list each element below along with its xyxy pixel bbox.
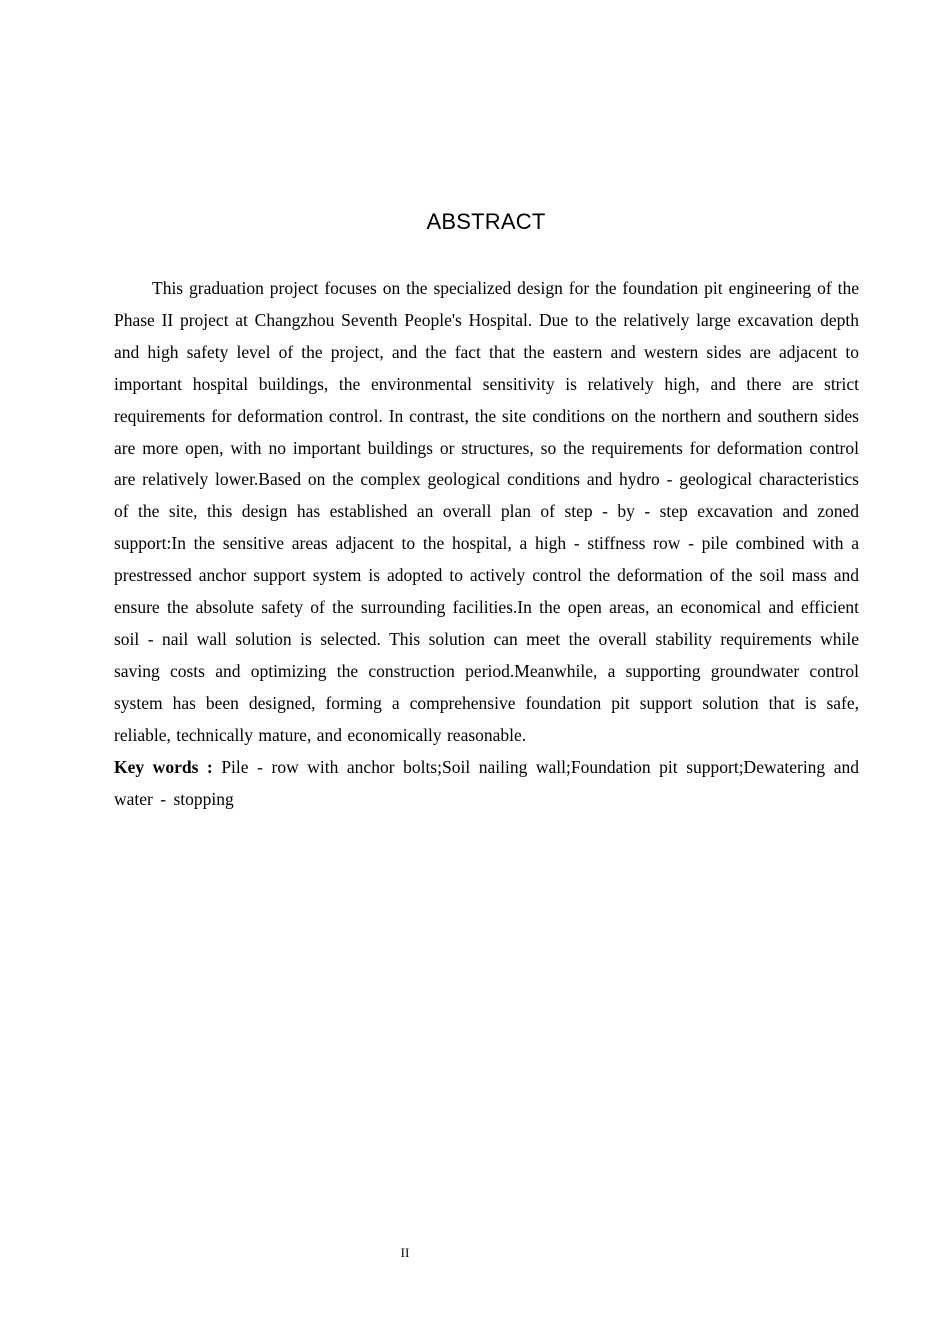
keywords-text: Pile - row with anchor bolts;Soil nailing wall;Foundation pit support;Dewatering and water - stopping: [114, 756, 860, 809]
page-number: II: [400, 1245, 410, 1260]
keywords-label: Key words :: [114, 756, 213, 777]
abstract-paragraph: This graduation project focuses on the specialized design for the foundation pit engineering of the Phase II project at Changzhou Seventh People's Hospital. Due to the relatively large excavation depth and high safety level of the project, and the fact that the eastern and western sides are adjacent to important hospital buildings, the environmental sensitivity is relatively high, and there are strict requirements for deformation control. In contrast, the site conditions on the northern and southern sides are more open, with no important buildings or structures, so the requirements for deformation control are relatively lower.Based on the complex geological conditions and hydro - geological characteristics of the site, this design has established an overall plan of step - by - step excavation and zoned support:In the sensitive areas adjacent to the hospital, a high - stiffness row - pile combined with a prestressed anchor support system is adopted to actively control the deformation of the soil mass and ensure the absolute safety of the surrounding facilities.In the open areas, an economical and efficient soil - nail wall solution is selected. This solution can meet the overall stability requirements while saving costs and optimizing the construction period.Meanwhile, a supporting groundwater control system has been designed, forming a comprehensive foundation pit support solution that is safe, reliable, technically mature, and economically reasonable.: [114, 278, 859, 745]
keywords-paragraph: [114, 752, 859, 816]
abstract-body: [114, 273, 859, 815]
abstract-title: ABSTRACT: [426, 209, 546, 234]
